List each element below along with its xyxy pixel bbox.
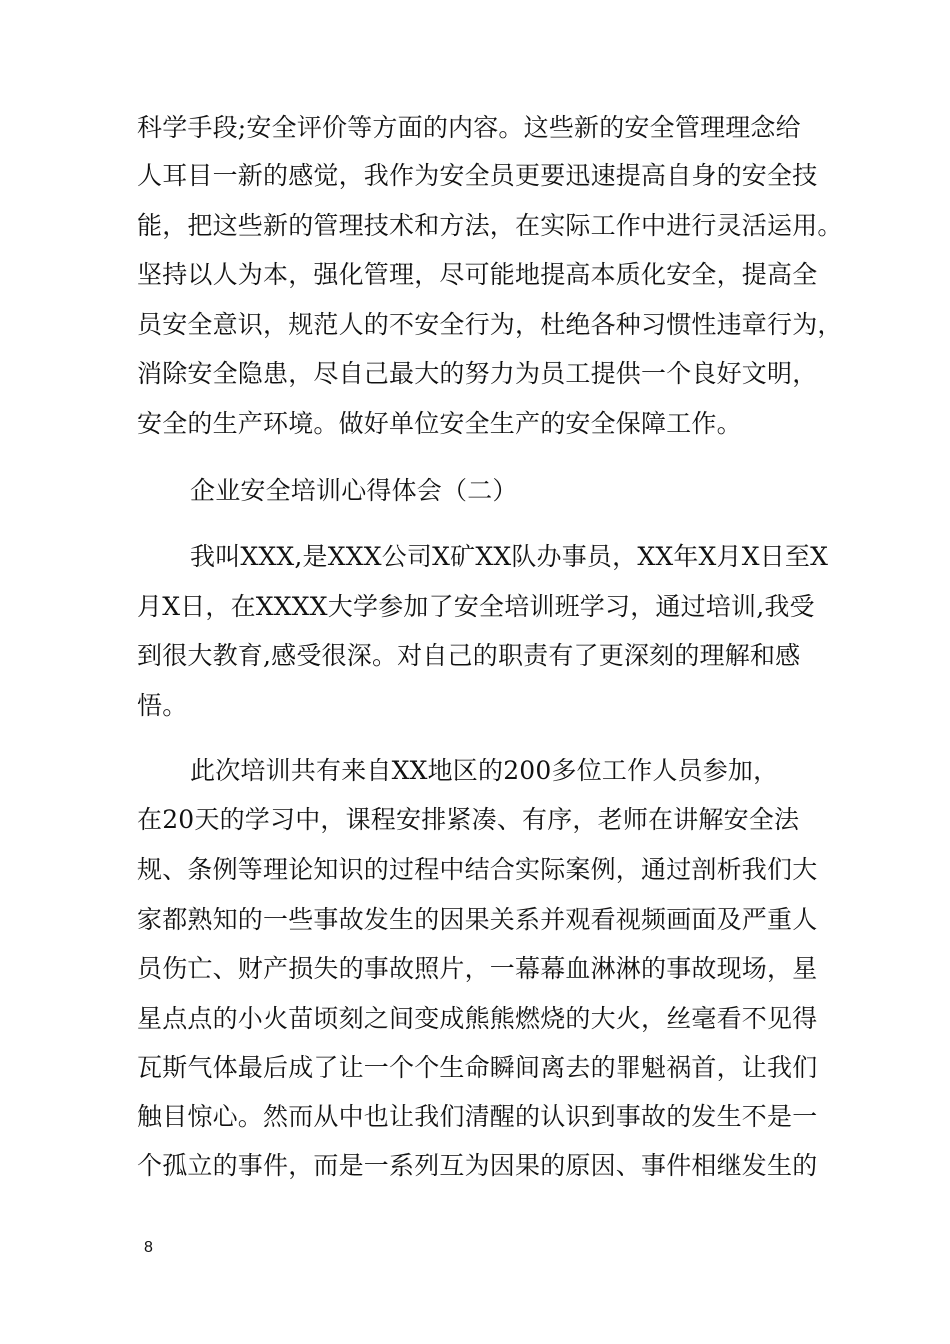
body-text-line: 员安全意识，规范人的不安全行为，杜绝各种习惯性违章行为， — [137, 310, 843, 339]
body-text-line: 悟。 — [137, 691, 188, 720]
body-text-line: 科学手段;安全评价等方面的内容。这些新的安全管理理念给 — [137, 113, 801, 142]
body-text-line: 个孤立的事件，而是一系列互为因果的原因、事件相继发生的 — [137, 1151, 818, 1180]
body-text-line: 员伤亡、财产损失的事故照片，一幕幕血淋淋的事故现场，星 — [137, 954, 818, 983]
body-text-line: 坚持以人为本，强化管理，尽可能地提高本质化安全，提高全 — [137, 260, 818, 289]
paragraph-first-line: 我叫XXX,是XXX公司X矿XX队办事员，XX年X月X日至X — [190, 542, 829, 571]
body-text-line: 到很大教育,感受很深。对自己的职责有了更深刻的理解和感 — [137, 641, 801, 670]
page-number: 8 — [144, 1239, 153, 1256]
body-text-line: 消除安全隐患，尽自己最大的努力为员工提供一个良好文明， — [137, 359, 818, 388]
body-text-line: 人耳目一新的感觉，我作为安全员更要迅速提高自身的安全技 — [137, 161, 818, 190]
body-text-line: 触目惊心。然而从中也让我们清醒的认识到事故的发生不是一 — [137, 1102, 818, 1131]
body-text-line: 规、条例等理论知识的过程中结合实际案例，通过剖析我们大 — [137, 855, 818, 884]
body-text-line: 家都熟知的一些事故发生的因果关系并观看视频画面及严重人 — [137, 905, 818, 934]
body-text-line: 月X日，在XXXX大学参加了安全培训班学习，通过培训,我受 — [137, 592, 815, 621]
body-text-line: 安全的生产环境。做好单位安全生产的安全保障工作。 — [137, 409, 742, 438]
section-heading: 企业安全培训心得体会（二） — [190, 476, 518, 505]
body-text-line: 星点点的小火苗顷刻之间变成熊熊燃烧的大火，丝毫看不见得 — [137, 1004, 818, 1033]
body-text-line: 能，把这些新的管理技术和方法，在实际工作中进行灵活运用。 — [137, 211, 843, 240]
body-text-line: 瓦斯气体最后成了让一个个生命瞬间离去的罪魁祸首，让我们 — [137, 1053, 818, 1082]
body-text-line: 在20天的学习中，课程安排紧凑、有序，老师在讲解安全法 — [137, 805, 800, 834]
paragraph-first-line: 此次培训共有来自XX地区的200多位工作人员参加， — [190, 756, 779, 785]
